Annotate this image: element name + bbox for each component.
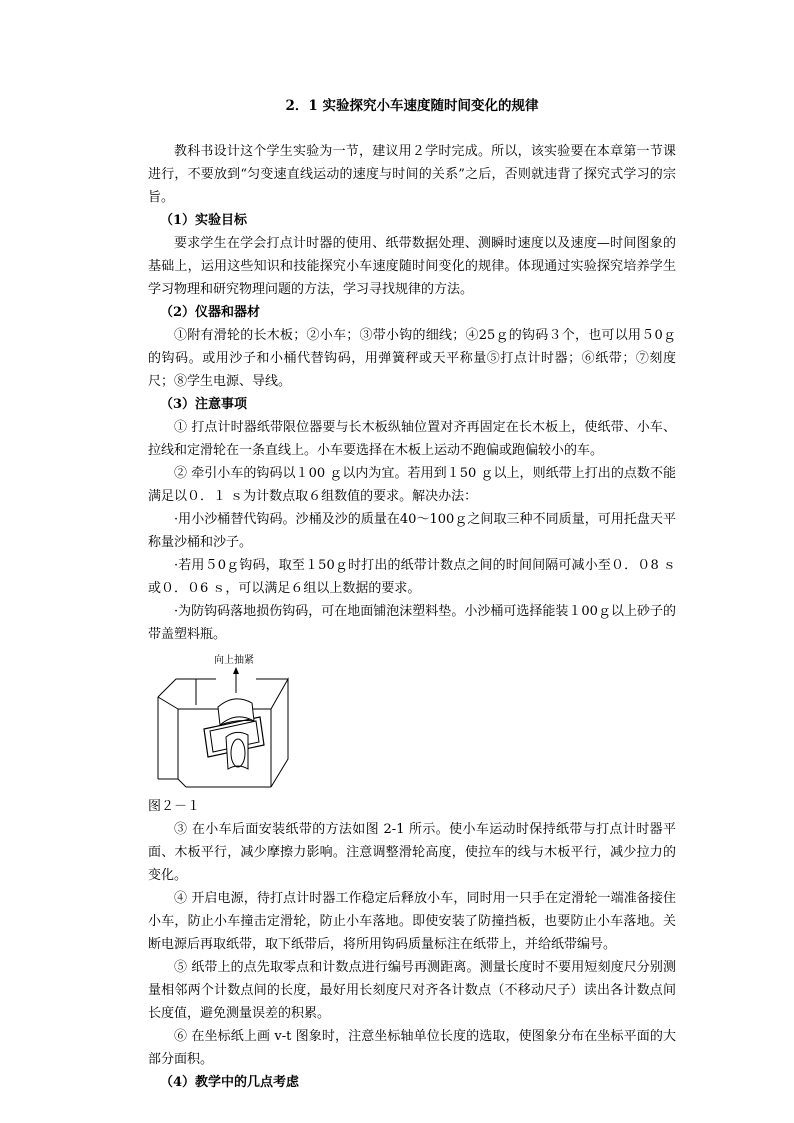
document-body bbox=[148, 95, 676, 1094]
section-heading-objectives: （1）实验目标 bbox=[160, 213, 248, 228]
note-6: ⑥ 在坐标纸上画 v-t 图象时，注意坐标轴单位长度的选取，使图象分布在坐标平面的大部分面积。 bbox=[148, 1029, 676, 1067]
section-heading-equipment: （2）仪器和器材 bbox=[160, 305, 261, 320]
figure-caption: 图２－１ bbox=[148, 799, 201, 814]
equipment-paragraph: ①附有滑轮的长木板；②小车；③带小钩的细线；④25ｇ的钩码３个，也可以用５0ｇ的钩码。或用沙子和小桶代替钩码，用弹簧秤或天平称量⑤打点计时器；⑥纸带；⑦刻度尺；⑧学生电源、导线。 bbox=[148, 328, 676, 389]
bullet-1: ·用小沙桶替代钩码。沙桶及沙的质量在40～100ｇ之间取三种不同质量，可用托盘天平称量沙桶和沙子。 bbox=[148, 512, 676, 550]
note-2: ② 牵引小车的钩码以１00 ｇ以内为宜。若用到１50 ｇ以上，则纸带上打出的点数不能满足以０．１ ｓ为计数点取６组数值的要求。解决办法： bbox=[148, 466, 676, 504]
document-title: 2．1 实验探究小车速度随时间变化的规律 bbox=[285, 98, 539, 114]
note-3: ③ 在小车后面安装纸带的方法如图 2-1 所示。使小车运动时保持纸带与打点计时器平面、木板平行，减少摩擦力影响。注意调整滑轮高度，使拉车的线与木板平行，减少拉力的变化。 bbox=[148, 822, 676, 883]
note-1: ① 打点计时器纸带限位器要与长木板纵轴位置对齐再固定在长木板上，使纸带、小车、拉线和定滑轮在一条直线上。小车要选择在木板上运动不跑偏或跑偏较小的车。 bbox=[148, 420, 676, 458]
objectives-paragraph: 要求学生在学会打点计时器的使用、纸带数据处理、测瞬时速度以及速度—时间图象的基础上，运用这些知识和技能探究小车速度随时间变化的规律。体现通过实验探究培养学生学习物理和研究物理问题的方法，学习寻找规律的方法。 bbox=[148, 236, 676, 297]
intro-paragraph: 教科书设计这个学生实验为一节，建议用２学时完成。所以，该实验要在本章第一节课进行，不要放到“匀变速直线运动的速度与时间的关系”之后，否则就违背了探究式学习的宗旨。 bbox=[148, 144, 676, 205]
note-5: ⑤ 纸带上的点先取零点和计数点进行编号再测距离。测量长度时不要用短刻度尺分别测量相邻两个计数点间的长度，最好用长刻度尺对齐各计数点（不移动尺子）读出各计数点间长度值，避免测量误差的积累。 bbox=[148, 960, 676, 1021]
note-4: ④ 开启电源，待打点计时器工作稳定后释放小车，同时用一只手在定滑轮一端准备接住小车，防止小车撞击定滑轮，防止小车落地。即使安装了防撞挡板，也要防止小车落地。关断电源后再取纸带，取下纸带后，将所用钩码质量标注在纸带上，并给纸带编号。 bbox=[148, 891, 676, 952]
section-heading-teaching: （4）教学中的几点考虑 bbox=[160, 1075, 300, 1090]
bullet-2: ·若用５0ｇ钩码，取至１50ｇ时打出的纸带计数点之间的时间间隔可减小至０．０8 ｓ或０．０6 ｓ，可以满足６组以上数据的要求。 bbox=[148, 558, 676, 596]
figure-2-1 bbox=[148, 647, 676, 795]
bullet-3: ·为防钩码落地损伤钩码，可在地面铺泡沫塑料垫。小沙桶可选择能装１00ｇ以上砂子的带盖塑料瓶。 bbox=[148, 604, 676, 642]
section-heading-notes: （3）注意事项 bbox=[160, 397, 248, 412]
figure-label: 向上抽紧 bbox=[214, 655, 254, 666]
timer-tape-diagram bbox=[156, 649, 316, 795]
